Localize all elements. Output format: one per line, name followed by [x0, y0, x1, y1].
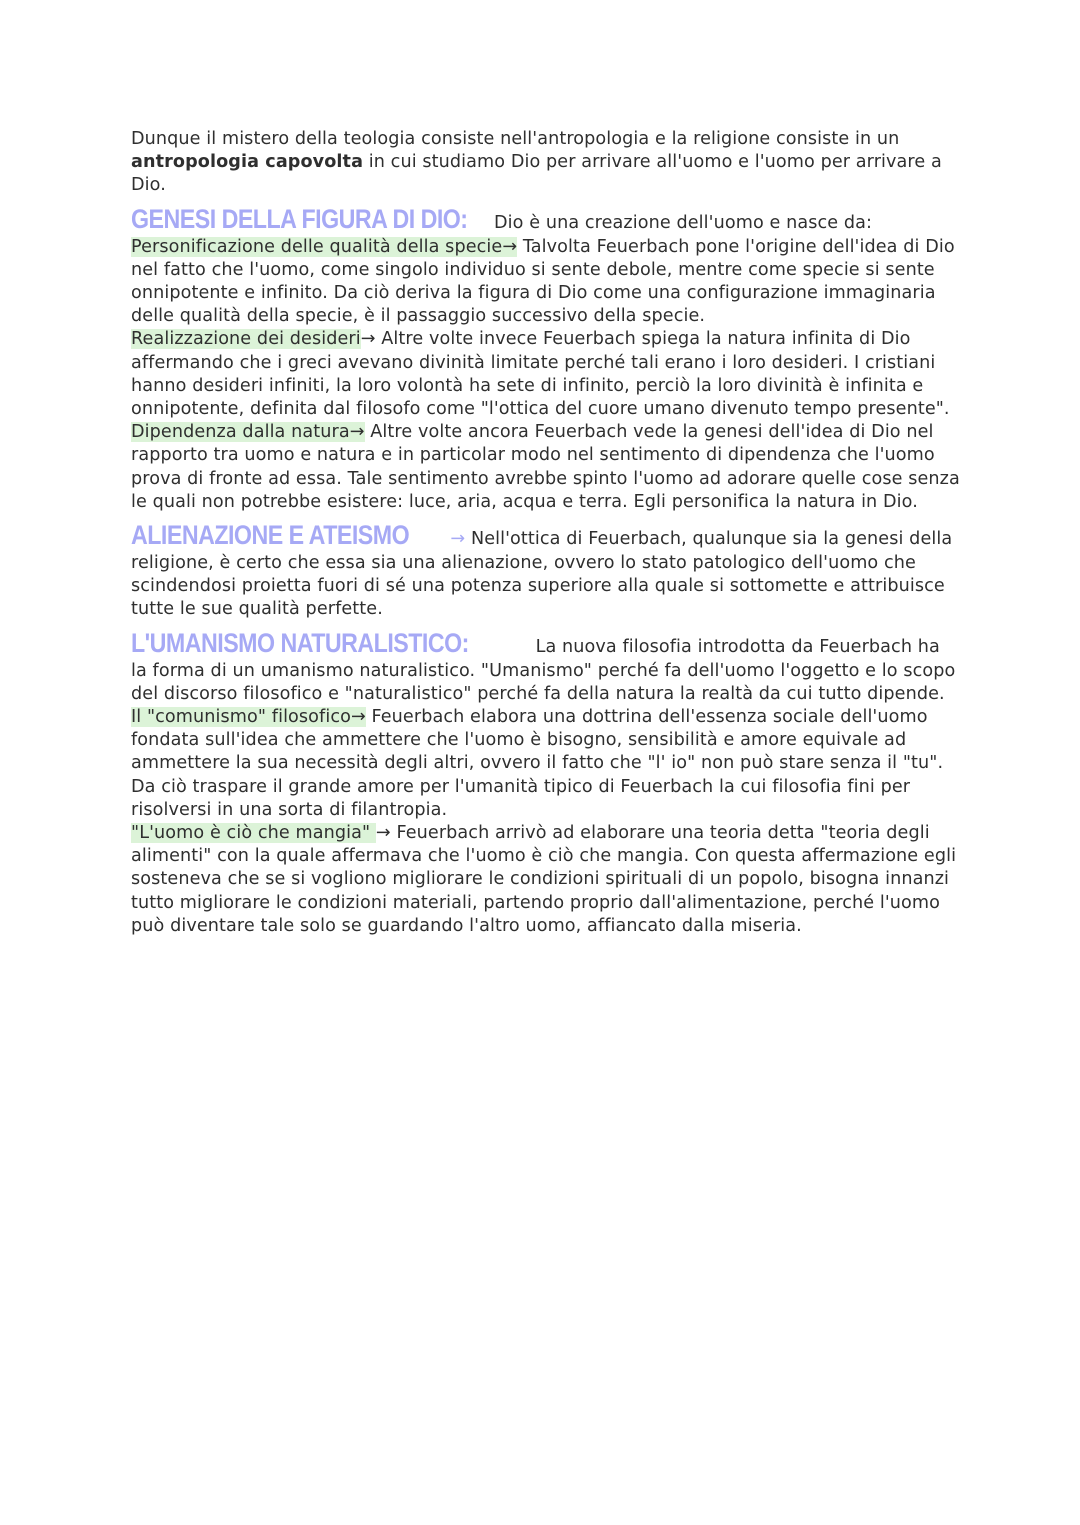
arrow-icon: → [502, 236, 518, 257]
genesi-item-label: Realizzazione dei desideri [131, 329, 361, 350]
umanismo-item-text: Feuerbach arrivò ad elaborare una teoria detta "teoria degli alimenti" con la quale affermava che l'uomo è ciò che mangia. Con questa affermazione egli sosteneva che se si vogliono migliorare le condizioni spirituali di un popolo, bisogna innanzi tutto migliorare le condizioni materiali, partendo proprio dall'alimentazione, perché l'uomo può diventare tale solo se guardando l'altro uomo, affiancato dalla miseria. [131, 823, 957, 936]
genesi-heading: GENESI DELLA FIGURA DI DIO: [131, 203, 468, 234]
alienazione-section [131, 518, 961, 622]
genesi-item-1 [131, 236, 961, 329]
umanismo-item-1 [131, 706, 961, 776]
umanismo-text: La nuova filosofia introdotta da Feuerbach ha la forma di un umanismo naturalistico. "Umanismo" perché fa dell'uomo l'oggetto e lo scopo del discorso filosofico e "naturalistico" perché fa della natura la realtà da cui tutto dipende. [131, 636, 956, 704]
genesi-item-2 [131, 328, 961, 421]
alienazione-text: Nell'ottica di Feuerbach, qualunque sia la genesi della religione, è certo che essa sia una alienazione, ovvero lo stato patologico dell'uomo che scindendosi proietta fuori di sé una potenza superiore alla quale si sottomette e attribuisce tutte le sue qualità perfette. [131, 529, 953, 620]
document-body [131, 128, 961, 938]
genesi-item-3 [131, 421, 961, 514]
alienazione-heading: ALIENAZIONE E ATEISMO [131, 520, 410, 551]
genesi-item-label: Personificazione delle qualità della specie→ [131, 236, 518, 257]
intro-text-before: Dunque il mistero della teologia consiste nell'antropologia e la religione consiste in un [131, 129, 900, 149]
intro-bold-term: antropologia capovolta [131, 152, 364, 173]
intro-text-after: in cui studiamo Dio per arrivare all'uomo e l'uomo per arrivare a Dio. [131, 152, 942, 196]
arrow-icon: → [375, 823, 391, 844]
arrow-icon: → [360, 329, 376, 350]
umanismo-item-3 [131, 822, 961, 938]
arrow-icon: → [350, 707, 366, 728]
genesi-section [131, 202, 961, 236]
genesi-item-label: Dipendenza dalla natura→ [131, 422, 365, 443]
umanismo-item-2 [131, 776, 961, 822]
umanismo-item-text: Da ciò traspare il grande amore per l'umanità tipico di Feuerbach la cui filosofia fini per risolversi in una sorta di filantropia. [131, 776, 911, 820]
umanismo-item-text: Feuerbach elabora una dottrina dell'essenza sociale dell'uomo fondata sull'idea che ammettere che l'uomo è bisogno, sensibilità e amore equivale ad ammettere la sua necessità degli altri, ovvero il fatto che "l' io" non può stare senza il "tu". [131, 707, 944, 774]
genesi-lead: Dio è una creazione dell'uomo e nasce da: [494, 212, 873, 233]
umanismo-heading: L'UMANISMO NATURALISTICO: [131, 627, 469, 658]
arrow-icon: → [450, 529, 466, 550]
umanismo-item-label: Il "comunismo" filosofico→ [131, 707, 366, 728]
umanismo-item-label: "L'uomo è ciò che mangia" [131, 823, 376, 844]
umanismo-section [131, 626, 961, 706]
genesi-item-text: Altre volte ancora Feuerbach vede la genesi dell'idea di Dio nel rapporto tra uomo e natura e in particolar modo nel sentimento di dipendenza che l'uomo prova di fronte ad essa. Tale sentimento avrebbe spinto l'uomo ad adorare quelle cose senza le quali non potrebbe esistere: luce, aria, acqua e terra. Egli personifica la natura in Dio. [131, 422, 960, 512]
intro-paragraph [131, 128, 961, 198]
arrow-icon: → [349, 422, 365, 443]
genesi-item-text: Altre volte invece Feuerbach spiega la natura infinita di Dio affermando che i greci avevano divinità limitate perché tali erano i loro desideri. I cristiani hanno desideri infiniti, la loro volontà ha sete di infinito, perciò la loro divinità è infinita e onnipotente, definita dal filosofo come "l'ottica del cuore umano divenuto tempo presente". [131, 329, 950, 420]
genesi-item-text: Talvolta Feuerbach pone l'origine dell'idea di Dio nel fatto che l'uomo, come singolo individuo si sente debole, mentre come specie si sente onnipotente e infinito. Da ciò deriva la figura di Dio come una configurazione immaginaria delle qualità della specie, è il passaggio successivo della specie. [131, 236, 955, 327]
